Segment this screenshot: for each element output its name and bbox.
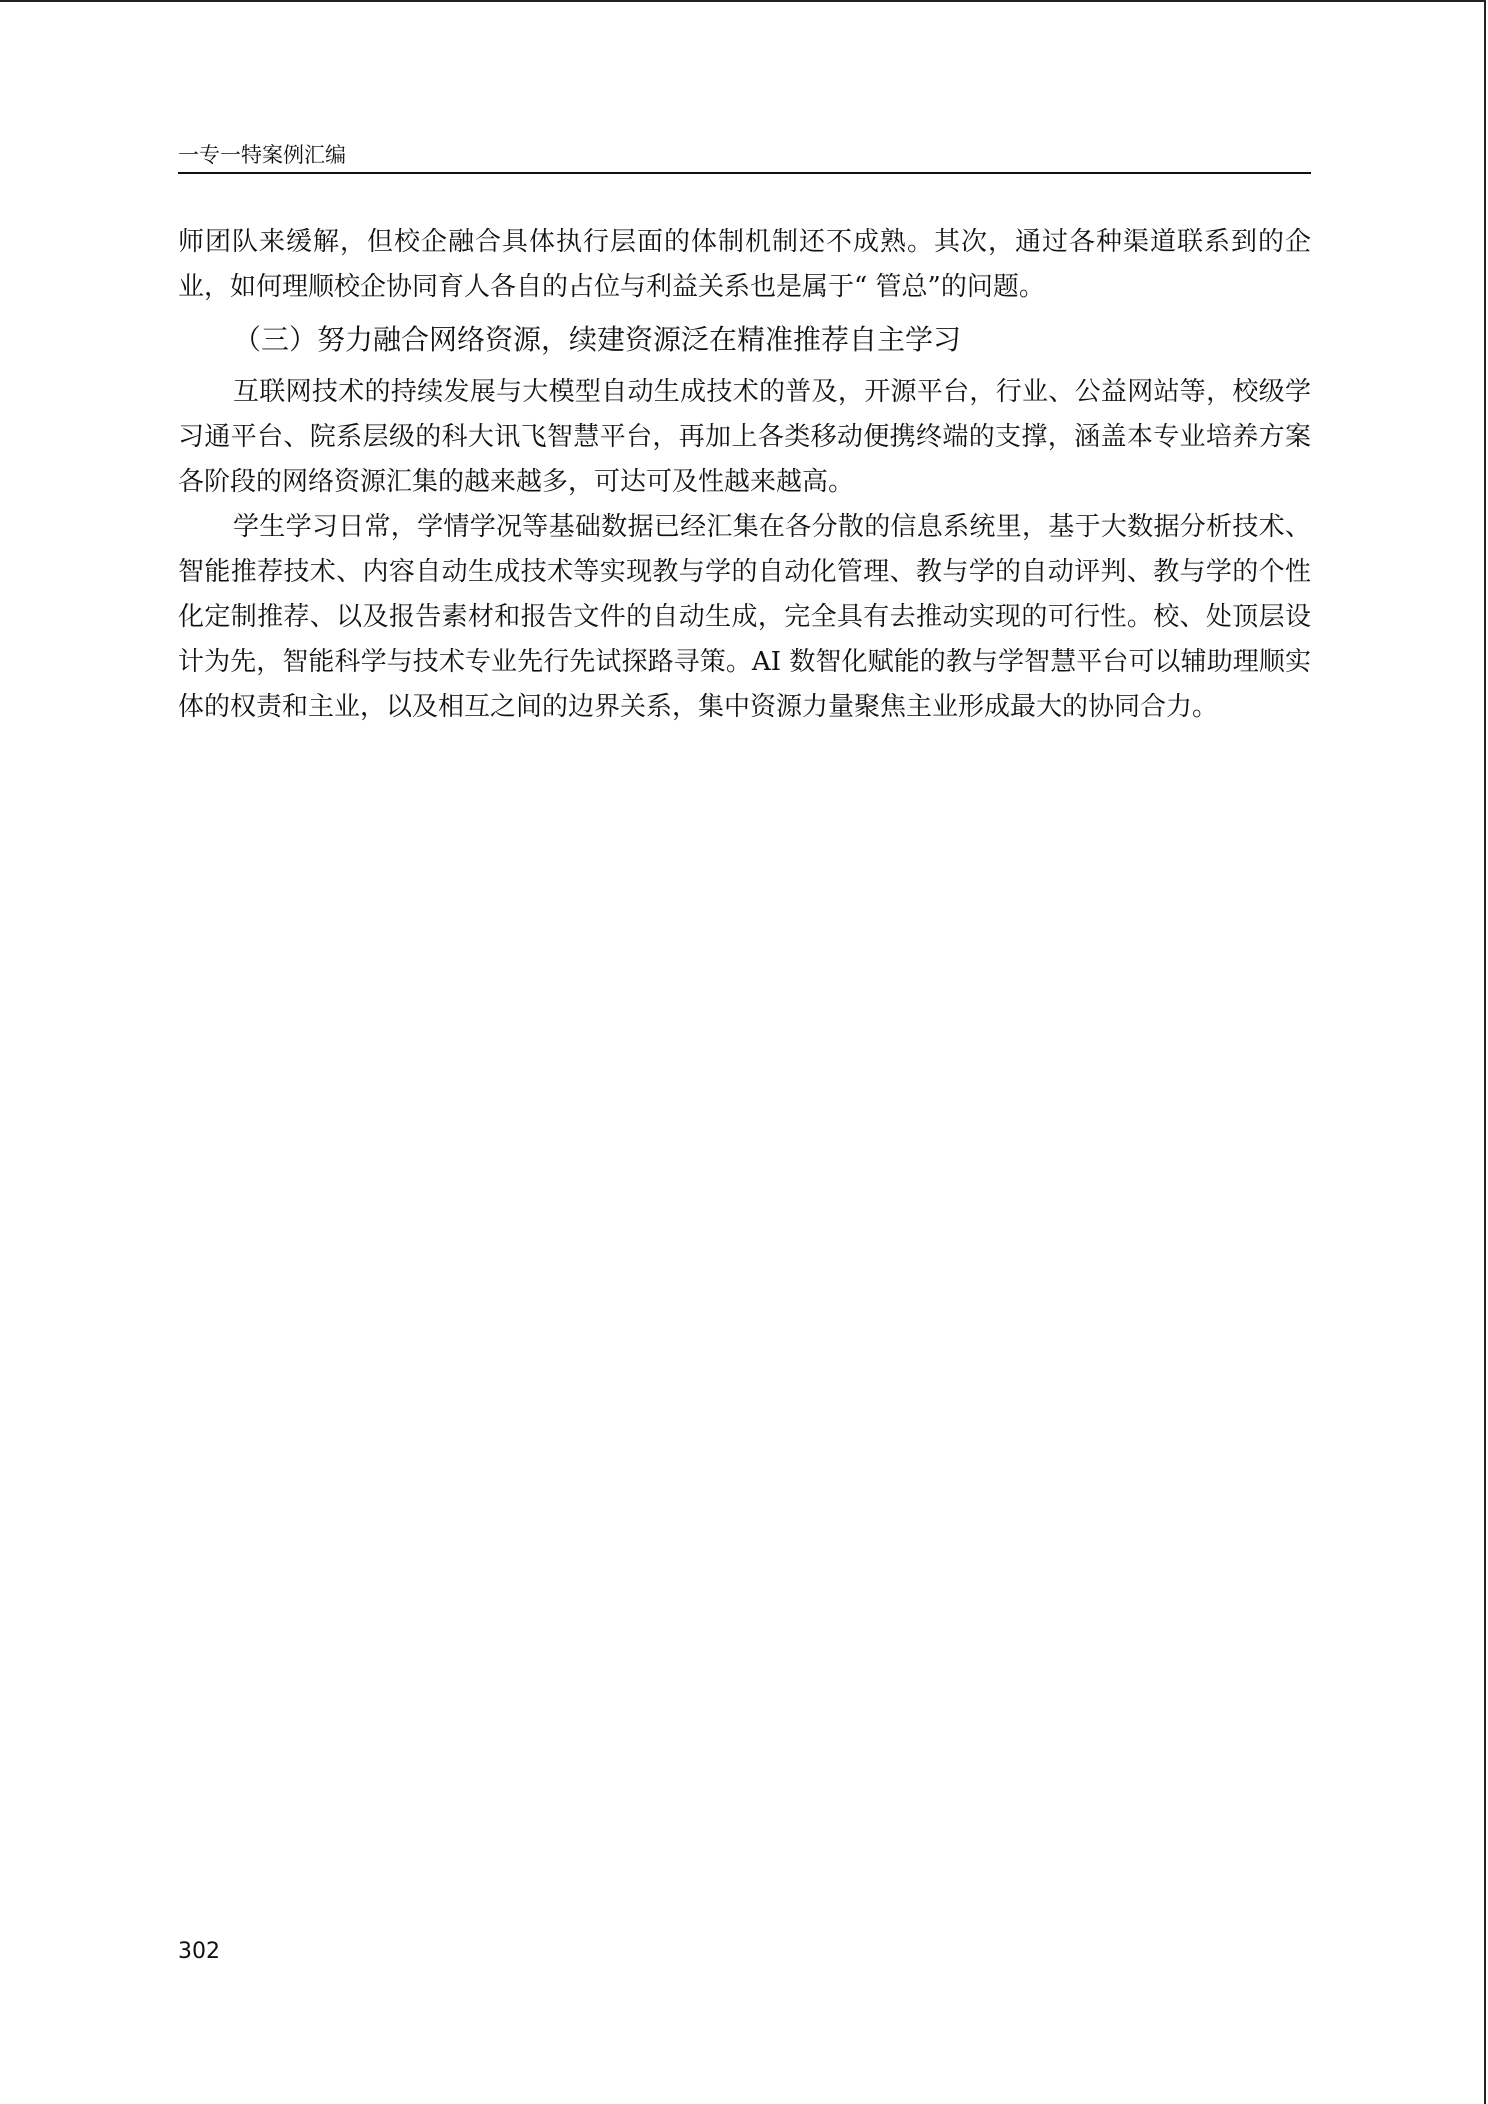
running-header xyxy=(178,140,1311,174)
page-body xyxy=(178,220,1311,730)
paragraph-continuation: 师团队来缓解，但校企融合具体执行层面的体制机制还不成熟。其次，通过各种渠道联系到的企业，如何理顺校企协同育人各自的占位与利益关系也是属于“ 管总”的问题。 xyxy=(178,227,1311,302)
page-number: 302 xyxy=(178,1939,220,1964)
paragraph-smart-platform: 学生学习日常，学情学况等基础数据已经汇集在各分散的信息系统里，基于大数据分析技术、智能推荐技术、内容自动生成技术等实现教与学的自动化管理、教与学的自动评判、教与学的个性化定制推荐、以及报告素材和报告文件的自动生成，完全具有去推动实现的可行性。校、处顶层设计为先，智能科学与技术专业先行先试探路寻策。AI 数智化赋能的教与学智慧平台可以辅助理顺实体的权责和主业，以及相互之间的边界关系，集中资源力量聚焦主业形成最大的协同合力。 xyxy=(178,512,1311,722)
section-heading: （三）努力融合网络资源，续建资源泛在精准推荐自主学习 xyxy=(233,323,962,356)
running-header-title: 一专一特案例汇编 xyxy=(178,143,346,167)
paragraph-network-resources: 互联网技术的持续发展与大模型自动生成技术的普及，开源平台，行业、公益网站等，校级学习通平台、院系层级的科大讯飞智慧平台，再加上各类移动便携终端的支撑，涵盖本专业培养方案各阶段的网络资源汇集的越来越多，可达可及性越来越高。 xyxy=(178,377,1311,497)
